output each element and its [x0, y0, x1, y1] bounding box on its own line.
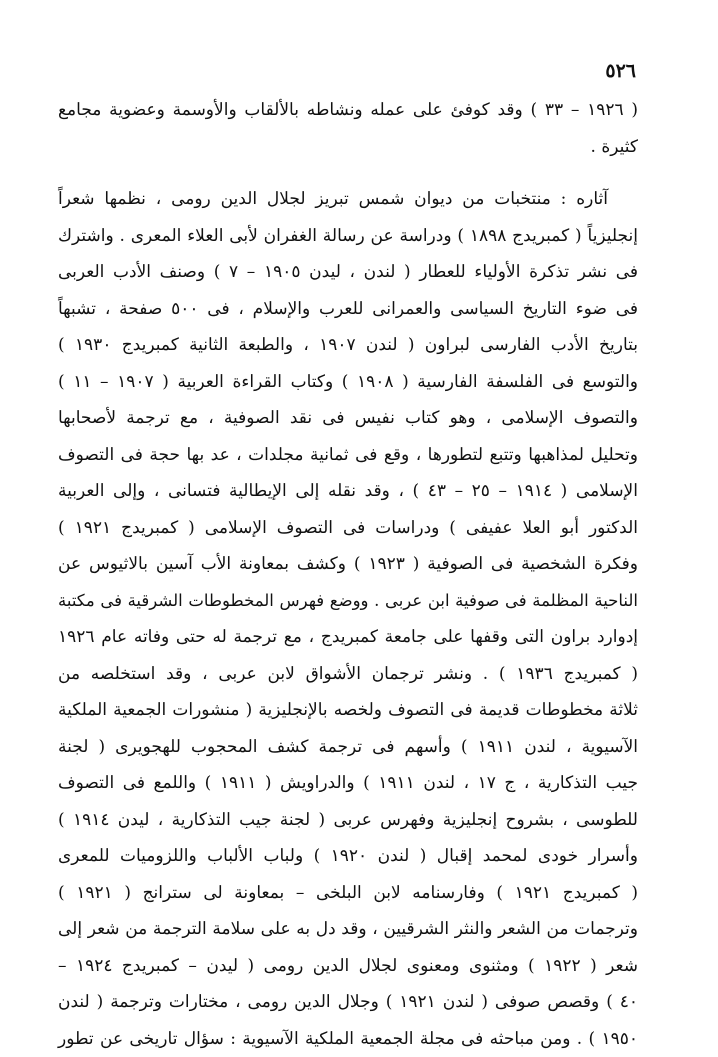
text-line: ١٩٥٠ ) . ومن مباحثه فى مجلة الجمعية الملكية الآسيوية : سؤال تاريخى عن تطور [58, 1021, 638, 1057]
text-line: ٤٠ ) وقصص صوفى ( لندن ١٩٢١ ) وجلال الدين رومى ، مختارات وترجمة ( لندن [58, 984, 638, 1021]
text-line: وتحليل لمذاهبها وتتبع لتطورها ، وقع فى ثمانية مجلدات ، عد بها حجة فى التصوف [58, 437, 638, 474]
text-line: الدكتور أبو العلا عفيفى ) ودراسات فى التصوف الإسلامى ( كمبريدج ١٩٢١ ) [58, 510, 638, 547]
paragraph [58, 92, 638, 165]
text-line: الإسلامى ( ١٩١٤ – ٢٥ – ٤٣ ) ، وقد نقله إلى الإيطالية فتسانى ، وإلى العربية [58, 473, 638, 510]
body-text [58, 92, 638, 1057]
text-line: فى ضوء التاريخ السياسى والعمرانى للعرب والإسلام ، فى ٥٠٠ صفحة ، تشبهاً [58, 291, 638, 328]
text-line: ( كمبريدج ١٩٣٦ ) . ونشر ترجمان الأشواق لابن عربى ، وقد استخلصه من [58, 656, 638, 693]
text-line: الناحية المظلمة فى صوفية ابن عربى . ووضع فهرس المخطوطات الشرقية فى مكتبة [58, 583, 638, 620]
text-line: ( كمبريدج ١٩٢١ ) وفارسنامه لابن البلخى – بمعاونة لى سترانج ( ١٩٢١ ) [58, 875, 638, 912]
text-line: والتصوف الإسلامى ، وهو كتاب نفيس فى نقد الصوفية ، مع ترجمة لأصحابها [58, 400, 638, 437]
text-line: الآسيوية ، لندن ١٩١١ ) وأسهم فى ترجمة كشف المحجوب للهجويرى ( لجنة [58, 729, 638, 766]
text-line: آثاره : منتخبات من ديوان شمس تبريز لجلال الدين رومى ، نظمها شعراً [58, 181, 638, 218]
text-line: والتوسع فى الفلسفة الفارسية ( ١٩٠٨ ) وكتاب القراءة العربية ( ١٩٠٧ – ١١ ) [58, 364, 638, 401]
text-line: جيب التذكارية ، ج ١٧ ، لندن ١٩١١ ) والدراويش ( ١٩١١ ) واللمع فى التصوف [58, 765, 638, 802]
text-line: وترجمات من الشعر والنثر الشرقيين ، وقد دل به على سلامة الترجمة من شعر إلى [58, 911, 638, 948]
text-line: فى نشر تذكرة الأولياء للعطار ( لندن ، ليدن ١٩٠٥ – ٧ ) وصنف الأدب العربى [58, 254, 638, 291]
text-line: إدوارد براون التى وقفها على جامعة كمبريدج ، مع ترجمة له حتى وفاته عام ١٩٢٦ [58, 619, 638, 656]
text-line: وأسرار خودى لمحمد إقبال ( لندن ١٩٢٠ ) ولباب الألباب واللزوميات للمعرى [58, 838, 638, 875]
text-line: ( ١٩٢٦ – ٣٣ ) وقد كوفئ على عمله ونشاطه بالألقاب والأوسمة وعضوية مجامع [58, 92, 638, 129]
text-line: شعر ( ١٩٢٢ ) ومثنوى ومعنوى لجلال الدين رومى ( ليدن – كمبريدج ١٩٢٤ – [58, 948, 638, 985]
text-line: كثيرة . [58, 129, 638, 166]
text-line: إنجليزياً ( كمبريدج ١٨٩٨ ) ودراسة عن رسالة الغفران لأبى العلاء المعرى . واشترك [58, 218, 638, 255]
text-line: ثلاثة مخطوطات قديمة فى التصوف ولخصه بالإنجليزية ( منشورات الجمعية الملكية [58, 692, 638, 729]
text-line: بتاريخ الأدب الفارسى لبراون ( لندن ١٩٠٧ ، والطبعة الثانية كمبريدج ١٩٣٠ ) [58, 327, 638, 364]
page-number: ٥٢٦ [605, 60, 636, 82]
paragraph [58, 181, 638, 1057]
text-line: للطوسى ، بشروح إنجليزية وفهرس عربى ( لجنة جيب التذكارية ، ليدن ١٩١٤ ) [58, 802, 638, 839]
text-line: وفكرة الشخصية فى الصوفية ( ١٩٢٣ ) وكشف بمعاونة الأب آسين بالاثيوس عن [58, 546, 638, 583]
